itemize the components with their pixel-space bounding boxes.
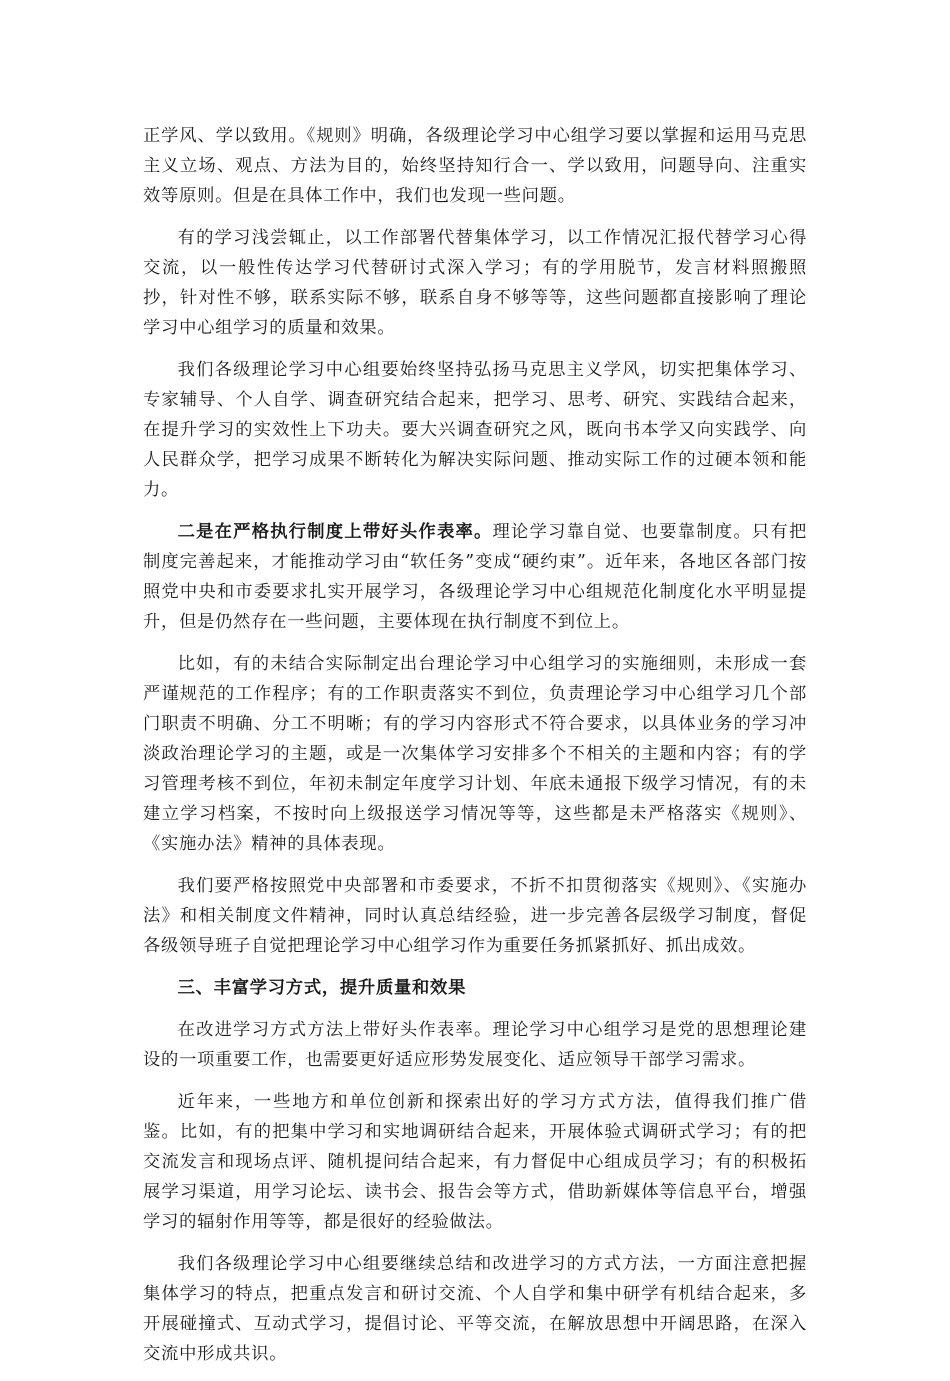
paragraph-4	[143, 517, 807, 637]
paragraph-3: 我们各级理论学习中心组要始终坚持弘扬马克思主义学风，切实把集体学习、专家辅导、个人自学、调查研究结合起来，把学习、思考、研究、实践结合起来，在提升学习的实效性上下功夫。要大兴调查研究之风，既向书本学又向实践学、向人民群众学，把学习成果不断转化为解决实际问题、推动实际工作的过硬本领和能力。	[143, 360, 807, 500]
paragraph-1: 正学风、学以致用。《规则》明确，各级理论学习中心组学习要以掌握和运用马克思主义立场、观点、方法为目的，始终坚持知行合一、学以致用，问题导向、注重实效等原则。但是在具体工作中，我们也发现一些问题。	[143, 126, 807, 206]
paragraph-5: 比如，有的未结合实际制定出台理论学习中心组学习的实施细则，未形成一套严谨规范的工作程序；有的工作职责落实不到位，负责理论学习中心组学习几个部门职责不明确、分工不明晰；有的学习内容形式不符合要求，以具体业务的学习冲淡政治理论学习的主题，或是一次集体学习安排多个不相关的主题和内容；有的学习管理考核不到位，年初未制定年度学习计划、年底未通报下级学习情况，有的未建立学习档案，不按时向上级报送学习情况等等，这些都是未严格落实《规则》、《实施办法》精神的具体表现。	[143, 654, 807, 854]
paragraph-8: 近年来，一些地方和单位创新和探索出好的学习方式方法，值得我们推广借鉴。比如，有的把集中学习和实地调研结合起来，开展体验式调研式学习；有的把交流发言和现场点评、随机提问结合起来，有力督促中心组成员学习；有的积极拓展学习渠道，用学习论坛、读书会、报告会等方式，借助新媒体等信息平台，增强学习的辐射作用等等，都是很好的经验做法。	[143, 1092, 807, 1232]
paragraph-7: 在改进学习方式方法上带好头作表率。理论学习中心组学习是党的思想理论建设的一项重要工作，也需要更好适应形势发展变化、适应领导干部学习需求。	[143, 1020, 807, 1070]
paragraph-2: 有的学习浅尝辄止，以工作部署代替集体学习，以工作情况汇报代替学习心得交流，以一般性传达学习代替研讨式深入学习；有的学用脱节，发言材料照搬照抄，针对性不够，联系实际不够，联系自身不够等等，这些问题都直接影响了理论学习中心组学习的质量和效果。	[143, 228, 807, 338]
paragraph-9: 我们各级理论学习中心组要继续总结和改进学习的方式方法，一方面注意把握集体学习的特点，把重点发言和研讨交流、个人自学和集中研学有机结合起来，多开展碰撞式、互动式学习，提倡讨论、平等交流，在解放思想中开阔思路，在深入交流中形成共识。	[143, 1254, 807, 1364]
document-body	[143, 121, 807, 1381]
paragraph-4-lead: 二是在严格执行制度上带好头作表率。	[177, 522, 493, 542]
paragraph-4-text: 理论学习靠自觉、也要靠制度。只有把制度完善起来，才能推动学习由“软任务”变成“硬约束”。近年来，各地区各部门按照党中央和市委要求扎实开展学习，各级理论学习中心组规范化制度化水平明显提升，但是仍然存在一些问题，主要体现在执行制度不到位上。	[143, 522, 807, 632]
section-heading: 三、丰富学习方式，提升质量和效果	[177, 978, 467, 998]
paragraph-6: 我们要严格按照党中央部署和市委要求，不折不扣贯彻落实《规则》、《实施办法》和相关制度文件精神，同时认真总结经验，进一步完善各层级学习制度，督促各级领导班子自觉把理论学习中心组学习作为重要任务抓紧抓好、抓出成效。	[143, 876, 807, 956]
